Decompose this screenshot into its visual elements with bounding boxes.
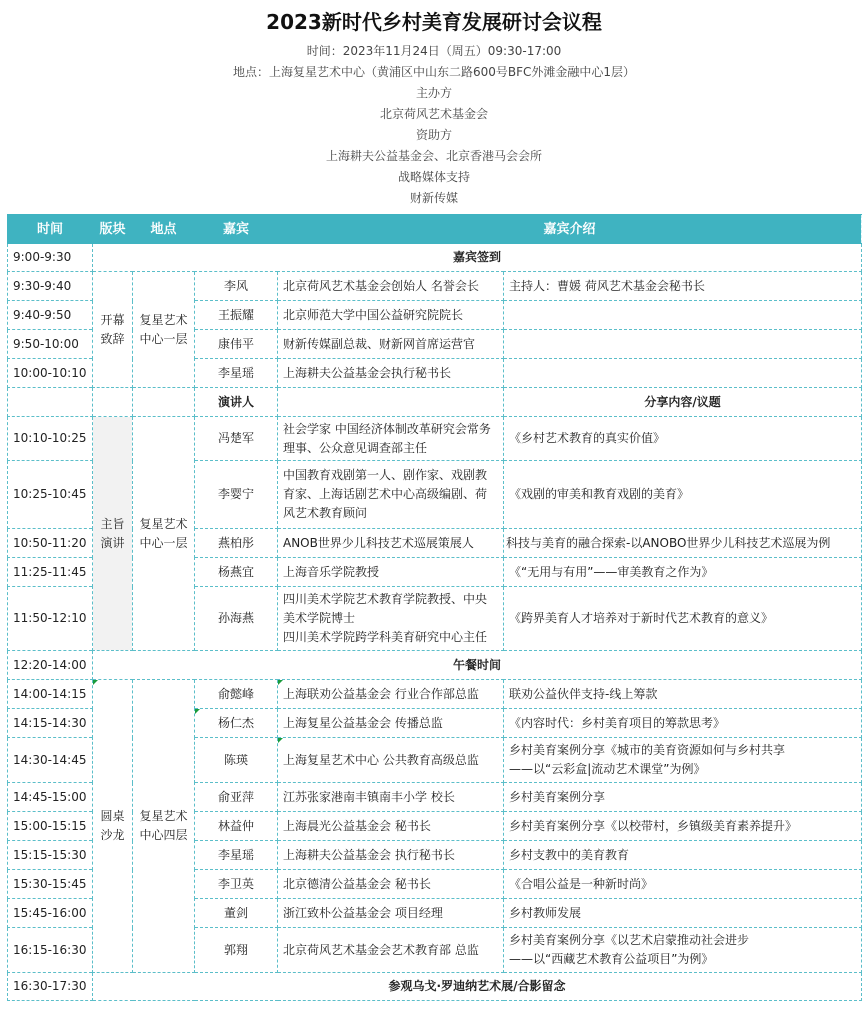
time-cell: 9:50-10:00 <box>8 330 93 359</box>
intro-cell: 上海耕夫公益基金会 执行秘书长 <box>278 841 504 870</box>
topic-line: 乡村美育案例分享《城市的美育资源如何与乡村共享 <box>509 743 786 757</box>
organizer-label: 主办方 <box>415 86 452 100</box>
media: 财新传媒 <box>409 191 458 205</box>
empty-cell <box>8 388 93 417</box>
intro-cell: 财新传媒副总裁、财新网首席运营官 <box>278 330 504 359</box>
topic-cell: 《跨界美育人才培养对于新时代艺术教育的意义》 <box>504 587 862 651</box>
table-row <box>8 651 862 680</box>
media-label: 战略媒体支持 <box>397 170 470 184</box>
time-cell: 16:30-17:30 <box>8 973 93 1001</box>
topic-cell <box>504 359 862 388</box>
guest-cell: 俞亚萍 <box>195 783 278 812</box>
time-cell: 9:00-9:30 <box>8 244 93 272</box>
guest-cell: 董剑 <box>195 899 278 928</box>
intro-cell: 社会学家 中国经济体制改革研究会常务理事、公众意见调查部主任 <box>278 417 504 461</box>
topic-cell: 乡村美育案例分享 <box>504 783 862 812</box>
empty-cell <box>93 388 133 417</box>
table-row <box>8 417 862 461</box>
intro-cell: 北京德清公益基金会 秘书长 <box>278 870 504 899</box>
topic-cell <box>504 738 862 783</box>
topic-cell: 《乡村艺术教育的真实价值》 <box>504 417 862 461</box>
column-header-section: 版块 <box>93 215 133 244</box>
time-cell: 11:50-12:10 <box>8 587 93 651</box>
intro-line: 四川美术学院艺术教育学院教授、中央美术学院博士 <box>283 592 488 625</box>
intro-cell: 上海耕夫公益基金会执行秘书长 <box>278 359 504 388</box>
guest-cell: 杨燕宜 <box>195 558 278 587</box>
guest-cell: 俞懿峰 <box>195 680 278 709</box>
time-cell: 10:50-11:20 <box>8 529 93 558</box>
intro-cell: 上海晨光公益基金会 秘书长 <box>278 812 504 841</box>
table-row <box>8 244 862 272</box>
intro-cell: 北京荷风艺术基金会艺术教育部 总监 <box>278 928 504 973</box>
topic-cell <box>504 330 862 359</box>
location-cell: 复星艺术中心一层 <box>133 417 195 651</box>
guest-cell: 林益仲 <box>195 812 278 841</box>
column-header-time: 时间 <box>8 215 93 244</box>
event-time: 时间：2023年11月24日（周五）09:30-17:00 <box>306 44 562 58</box>
time-cell: 15:45-16:00 <box>8 899 93 928</box>
topic-cell: 科技与美育的融合探索-以ANOBO世界少儿科技艺术巡展为例 <box>504 529 862 558</box>
intro-cell: 江苏张家港南丰镇南丰小学 校长 <box>278 783 504 812</box>
guest-cell: 李星瑶 <box>195 359 278 388</box>
topic-line: ——以“云彩盒|流动艺术课堂”为例》 <box>509 762 706 776</box>
lunch-cell: 午餐时间 <box>93 651 862 680</box>
topic-line: 乡村美育案例分享《以艺术启蒙推动社会进步 <box>509 933 750 947</box>
time-cell: 14:45-15:00 <box>8 783 93 812</box>
time-cell: 16:15-16:30 <box>8 928 93 973</box>
intro-cell: ANOB世界少儿科技艺术巡展策展人 <box>278 529 504 558</box>
organizer: 北京荷风艺术基金会 <box>379 107 488 121</box>
section-cell: 圆桌沙龙 <box>93 680 133 973</box>
table-header-row <box>8 215 862 244</box>
table-row <box>8 680 862 709</box>
column-header-location: 地点 <box>133 215 195 244</box>
section-cell: 主旨演讲 <box>93 417 133 651</box>
topic-cell: 《合唱公益是一种新时尚》 <box>504 870 862 899</box>
topic-cell: 乡村美育案例分享《以校带村，乡镇级美育素养提升》 <box>504 812 862 841</box>
guest-cell: 杨仁杰 <box>195 709 278 738</box>
guest-cell: 冯楚军 <box>195 417 278 461</box>
section-cell: 开幕致辞 <box>93 272 133 388</box>
intro-cell: 上海复星公益基金会 传播总监 <box>278 709 504 738</box>
topic-header: 分享内容/议题 <box>504 388 862 417</box>
agenda-table <box>7 214 862 1001</box>
intro-cell: 浙江致朴公益基金会 项目经理 <box>278 899 504 928</box>
guest-cell: 李卫英 <box>195 870 278 899</box>
intro-line: 四川美术学院跨学科美育研究中心主任 <box>283 630 488 644</box>
time-cell: 14:30-14:45 <box>8 738 93 783</box>
speaker-header: 演讲人 <box>195 388 278 417</box>
location-cell: 复星艺术中心一层 <box>133 272 195 388</box>
guest-cell: 王振耀 <box>195 301 278 330</box>
topic-cell: 《“无用与有用”——审美教育之作为》 <box>504 558 862 587</box>
column-header-guest: 嘉宾 <box>195 215 278 244</box>
time-cell: 15:30-15:45 <box>8 870 93 899</box>
time-cell: 10:10-10:25 <box>8 417 93 461</box>
topic-cell: 《戏剧的审美和教育戏剧的美育》 <box>504 461 862 529</box>
guest-cell: 陈瑛 <box>195 738 278 783</box>
guest-cell: 李婴宁 <box>195 461 278 529</box>
table-row <box>8 272 862 301</box>
topic-cell: 《内容时代：乡村美育项目的筹款思考》 <box>504 709 862 738</box>
intro-cell: 中国教育戏剧第一人、剧作家、戏剧教育家、上海话剧艺术中心高级编剧、荷风艺术教育顾问 <box>278 461 504 529</box>
host-cell: 主持人：曹媛 荷风艺术基金会秘书长 <box>504 272 862 301</box>
time-cell: 14:00-14:15 <box>8 680 93 709</box>
time-cell: 11:25-11:45 <box>8 558 93 587</box>
topic-cell: 联劝公益伙伴支持-线上筹款 <box>504 680 862 709</box>
time-cell: 9:30-9:40 <box>8 272 93 301</box>
intro-cell: 上海联劝公益基金会 行业合作部总监 <box>278 680 504 709</box>
time-cell: 10:25-10:45 <box>8 461 93 529</box>
intro-cell: 北京荷风艺术基金会创始人 名誉会长 <box>278 272 504 301</box>
time-cell: 10:00-10:10 <box>8 359 93 388</box>
event-venue: 地点：上海复星艺术中心（黄浦区中山东二路600号BFC外滩金融中心1层） <box>232 65 636 79</box>
intro-cell: 上海复星艺术中心 公共教育高级总监 <box>278 738 504 783</box>
sponsor: 上海耕夫公益基金会、北京香港马会会所 <box>325 149 542 163</box>
guest-cell: 李星瑶 <box>195 841 278 870</box>
topic-cell <box>504 928 862 973</box>
intro-cell: 北京师范大学中国公益研究院院长 <box>278 301 504 330</box>
topic-cell: 乡村教师发展 <box>504 899 862 928</box>
column-header-intro: 嘉宾介绍 <box>278 215 862 244</box>
guest-cell: 康伟平 <box>195 330 278 359</box>
location-cell: 复星艺术中心四层 <box>133 680 195 973</box>
guest-cell: 孙海燕 <box>195 587 278 651</box>
checkin-cell: 嘉宾签到 <box>93 244 862 272</box>
closing-cell: 参观乌戈·罗迪纳艺术展/合影留念 <box>93 973 862 1001</box>
time-cell: 9:40-9:50 <box>8 301 93 330</box>
time-cell: 14:15-14:30 <box>8 709 93 738</box>
sponsor-label: 资助方 <box>415 128 452 142</box>
topic-line: ——以“西藏艺术教育公益项目”为例》 <box>509 952 714 966</box>
table-row <box>8 973 862 1001</box>
subheader-row <box>8 388 862 417</box>
intro-cell: 上海音乐学院教授 <box>278 558 504 587</box>
time-cell: 15:15-15:30 <box>8 841 93 870</box>
guest-cell: 李风 <box>195 272 278 301</box>
guest-cell: 燕柏彤 <box>195 529 278 558</box>
topic-cell <box>504 301 862 330</box>
time-cell: 12:20-14:00 <box>8 651 93 680</box>
guest-cell: 郭翔 <box>195 928 278 973</box>
empty-cell <box>133 388 195 417</box>
topic-cell: 乡村支教中的美育教育 <box>504 841 862 870</box>
page-title: 2023新时代乡村美育发展研讨会议程 <box>266 10 602 34</box>
empty-cell <box>278 388 504 417</box>
time-cell: 15:00-15:15 <box>8 812 93 841</box>
intro-cell <box>278 587 504 651</box>
